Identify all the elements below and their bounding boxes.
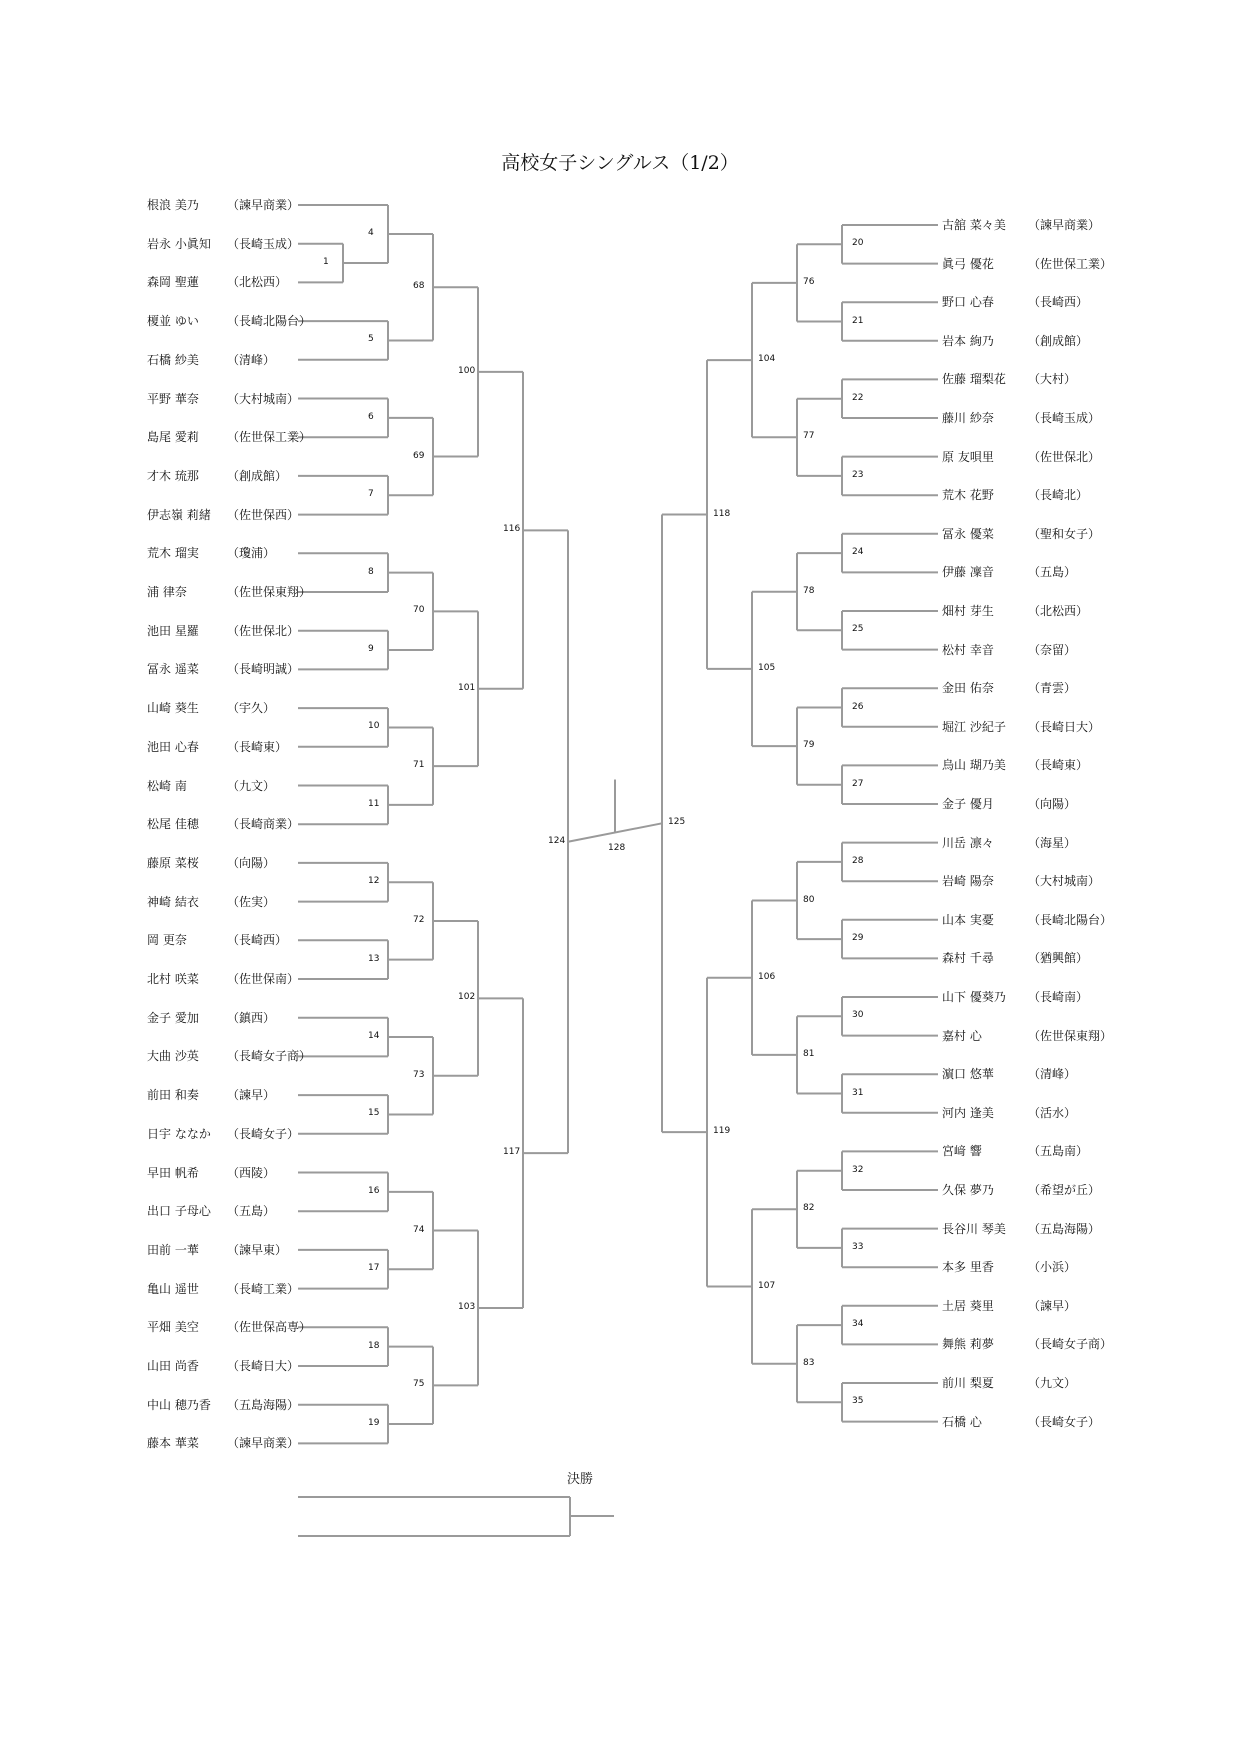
player-entry: [942, 601, 1122, 621]
player-name: 池田 心春: [147, 739, 199, 754]
player-school: （鎮西）: [227, 1010, 276, 1025]
match-number: 128: [608, 842, 626, 853]
player-school: （佐世保北）: [227, 623, 300, 638]
page-title: 高校女子シングルス（1/2）: [501, 152, 739, 174]
player-name: 亀山 遥世: [147, 1281, 199, 1296]
player-name: 佐藤 瑠梨花: [942, 372, 1006, 387]
player-school: （佐世保工業）: [227, 430, 312, 445]
match-number: 78: [803, 585, 815, 596]
player-school: （聖和女子）: [1028, 526, 1101, 541]
player-name: 榎並 ゆい: [147, 314, 199, 329]
player-school: （創成館）: [227, 468, 288, 483]
player-school: （佐世保工業）: [1028, 256, 1113, 271]
player-entry: [942, 1141, 1122, 1161]
match-number: 24: [852, 547, 864, 558]
match-number: 1: [323, 257, 329, 268]
player-school: （長崎西）: [1028, 295, 1089, 310]
player-school: （北松西）: [1028, 604, 1089, 618]
match-number: 21: [852, 315, 864, 326]
match-number: 32: [852, 1164, 864, 1175]
player-name: 松尾 佳穂: [147, 817, 199, 832]
match-number: 100: [458, 365, 476, 376]
match-number: 82: [803, 1203, 815, 1214]
player-school: （長崎女子）: [1028, 1414, 1101, 1429]
player-school: （五島）: [1028, 565, 1077, 580]
player-school: （諫早商業）: [227, 198, 300, 212]
player-entry: [147, 466, 327, 486]
player-name: 舞熊 莉夢: [942, 1337, 994, 1352]
player-entry: [942, 948, 1122, 968]
player-school: （西陵）: [227, 1165, 276, 1180]
player-school: （活水）: [1028, 1105, 1077, 1120]
player-entry: [147, 1201, 327, 1221]
player-school: （長崎玉成）: [227, 236, 300, 251]
player-entry: [942, 794, 1122, 814]
player-entry: [942, 408, 1122, 428]
player-school: （長崎女子）: [227, 1126, 300, 1141]
match-number: 22: [852, 392, 864, 403]
player-entry: [942, 640, 1122, 660]
match-number: 12: [368, 876, 380, 887]
match-number: 72: [413, 914, 425, 925]
player-entry: [147, 814, 327, 834]
player-entry: [942, 871, 1122, 891]
player-entry: [942, 1334, 1122, 1354]
match-number: 30: [852, 1010, 864, 1021]
player-name: 川岳 凛々: [942, 835, 994, 850]
player-school: （長崎工業）: [227, 1281, 300, 1296]
player-name: 金子 愛加: [147, 1010, 199, 1025]
player-school: （佐世保東翔）: [227, 585, 312, 599]
match-number: 101: [458, 682, 476, 693]
player-name: 松村 幸音: [942, 642, 994, 657]
match-number: 6: [368, 411, 374, 422]
player-name: 中山 穂乃香: [147, 1397, 211, 1412]
match-number: 104: [758, 354, 776, 365]
player-entry: [942, 215, 1122, 235]
match-number: 17: [368, 1263, 380, 1274]
match-number: 28: [852, 855, 864, 866]
player-school: （佐実）: [227, 894, 276, 909]
player-name: 冨永 優菜: [942, 526, 994, 541]
player-name: 金田 佑奈: [942, 681, 994, 696]
player-entry: [942, 331, 1122, 351]
player-school: （瓊浦）: [227, 546, 276, 561]
match-number: 81: [803, 1048, 815, 1059]
match-number: 7: [368, 489, 374, 500]
match-number: 79: [803, 740, 815, 751]
player-name: 本多 里香: [942, 1260, 994, 1275]
match-number: 26: [852, 701, 864, 712]
match-number: 117: [503, 1147, 521, 1158]
player-entry: [147, 659, 327, 679]
player-entry: [942, 369, 1122, 389]
player-name: 嘉村 心: [942, 1028, 982, 1043]
player-school: （宇久）: [227, 701, 276, 716]
player-name: 山田 尚香: [147, 1359, 199, 1373]
player-name: 岩本 絢乃: [942, 333, 994, 348]
player-school: （長崎明誠）: [227, 662, 300, 677]
player-name: 山本 実憂: [942, 912, 994, 927]
player-name: 早田 帆希: [147, 1165, 199, 1180]
player-name: 岡 更奈: [147, 933, 187, 948]
player-school: （大村城南）: [227, 391, 300, 406]
match-number: 20: [852, 238, 864, 249]
player-entry: [942, 910, 1122, 930]
match-number: 102: [458, 992, 476, 1003]
match-number: 10: [368, 721, 380, 732]
player-entry: [147, 234, 327, 254]
player-name: 森村 千尋: [942, 951, 994, 966]
player-entry: [147, 389, 327, 409]
match-number: 71: [413, 760, 425, 771]
player-school: （佐世保北）: [1028, 449, 1101, 464]
player-school: （海星）: [1028, 835, 1077, 850]
player-school: （佐世保東翔）: [1028, 1028, 1113, 1043]
match-number: 80: [803, 894, 815, 905]
player-name: 濵口 悠華: [942, 1067, 994, 1082]
player-entry: [147, 853, 327, 873]
player-name: 日宇 ななか: [147, 1126, 211, 1141]
player-school: （諫早）: [1028, 1298, 1077, 1313]
player-name: 前川 梨夏: [942, 1376, 994, 1390]
player-entry: [942, 1103, 1122, 1123]
player-school: （創成館）: [1028, 333, 1089, 348]
match-number: 18: [368, 1340, 380, 1351]
match-number: 13: [368, 953, 380, 964]
player-name: 浦 律奈: [147, 585, 187, 599]
player-entry: [147, 1240, 327, 1260]
player-entry: [147, 1163, 327, 1183]
match-number: 34: [852, 1319, 864, 1330]
player-entry: [147, 1046, 327, 1066]
player-entry: [942, 1296, 1122, 1316]
match-number: 118: [713, 508, 731, 519]
player-school: （長崎南）: [1028, 990, 1089, 1004]
player-name: 前田 和奏: [147, 1088, 199, 1103]
player-entry: [942, 678, 1122, 698]
match-number: 124: [548, 835, 566, 846]
player-entry: [147, 272, 327, 292]
player-school: （長崎東）: [1028, 758, 1089, 773]
player-entry: [942, 717, 1122, 737]
player-entry: [942, 1064, 1122, 1084]
match-number: 76: [803, 276, 815, 287]
player-school: （長崎商業）: [227, 817, 300, 832]
player-name: 森岡 聖蓮: [147, 275, 199, 290]
player-school: （諫早商業）: [227, 1436, 300, 1451]
player-entry: [147, 1008, 327, 1028]
player-entry: [147, 311, 327, 331]
match-number: 29: [852, 933, 864, 944]
player-name: 野口 心春: [942, 295, 994, 310]
player-school: （清峰）: [1028, 1067, 1077, 1082]
player-entry: [942, 1373, 1122, 1393]
match-number: 8: [368, 566, 374, 577]
match-number: 35: [852, 1396, 864, 1407]
player-school: （希望が丘）: [1028, 1183, 1101, 1197]
player-name: 伊志嶺 莉緒: [147, 507, 211, 522]
player-entry: [147, 1356, 327, 1376]
match-number: 74: [413, 1224, 425, 1235]
player-school: （佐世保南）: [227, 972, 300, 986]
player-name: 荒木 瑠実: [147, 546, 199, 561]
player-name: 神崎 結衣: [147, 894, 199, 909]
player-school: （長崎東）: [227, 739, 288, 754]
match-number: 19: [368, 1418, 380, 1429]
player-entry: [942, 1026, 1122, 1046]
player-school: （長崎玉成）: [1028, 411, 1101, 425]
player-school: （奈留）: [1028, 642, 1077, 657]
player-name: 河内 逢美: [942, 1105, 994, 1120]
match-number: 11: [368, 798, 380, 809]
player-entry: [147, 737, 327, 757]
player-entry: [942, 987, 1122, 1007]
player-school: （猶興館）: [1028, 951, 1089, 966]
final-label: 決勝: [566, 1472, 593, 1487]
player-entry: [147, 930, 327, 950]
player-school: （長崎日大）: [227, 1359, 300, 1373]
player-school: （五島）: [227, 1204, 276, 1219]
match-number: 68: [413, 281, 425, 292]
player-school: （諫早東）: [227, 1242, 288, 1257]
player-name: 北村 咲菜: [147, 972, 199, 986]
match-number: 9: [368, 644, 374, 655]
player-entry: [147, 1317, 327, 1337]
player-name: 伊藤 凜音: [942, 565, 994, 580]
player-entry: [147, 698, 327, 718]
player-name: 石橋 紗美: [147, 352, 199, 367]
match-number: 73: [413, 1069, 425, 1080]
match-number: 77: [803, 431, 815, 442]
match-number: 5: [368, 334, 374, 345]
match-number: 16: [368, 1185, 380, 1196]
player-name: 荒木 花野: [942, 488, 994, 503]
match-number: 119: [713, 1126, 731, 1137]
match-number: 107: [758, 1280, 776, 1291]
player-name: 平野 華奈: [147, 391, 199, 406]
player-name: 久保 夢乃: [942, 1183, 994, 1197]
match-number: 70: [413, 605, 425, 616]
player-name: 藤川 紗奈: [942, 411, 994, 425]
match-number: 15: [368, 1108, 380, 1119]
player-entry: [942, 524, 1122, 544]
player-name: 大曲 沙英: [147, 1049, 199, 1064]
match-number: 25: [852, 624, 864, 635]
player-entry: [147, 582, 327, 602]
player-name: 藤原 菜桜: [147, 855, 199, 870]
player-name: 岩崎 陽奈: [942, 874, 994, 889]
player-school: （九文）: [227, 778, 276, 793]
player-entry: [147, 621, 327, 641]
player-school: （佐世保高専）: [227, 1320, 312, 1335]
match-number: 31: [852, 1087, 864, 1098]
player-name: 出口 子母心: [147, 1204, 211, 1219]
player-entry: [147, 969, 327, 989]
player-entry: [147, 195, 327, 215]
player-entry: [147, 350, 327, 370]
match-number: 83: [803, 1357, 815, 1368]
player-name: 眞弓 優花: [942, 256, 994, 271]
player-entry: [147, 543, 327, 563]
match-number: 69: [413, 450, 425, 461]
player-name: 松崎 南: [147, 778, 187, 793]
player-school: （長崎女子商）: [227, 1049, 312, 1064]
player-school: （向陽）: [227, 855, 276, 870]
player-school: （諫早）: [227, 1088, 276, 1103]
player-entry: [942, 1257, 1122, 1277]
player-entry: [942, 292, 1122, 312]
player-entry: [942, 485, 1122, 505]
player-entry: [942, 1219, 1122, 1239]
player-school: （九文）: [1028, 1376, 1077, 1390]
player-entry: [147, 1124, 327, 1144]
player-name: 堀江 沙紀子: [942, 719, 1006, 734]
player-name: 長谷川 琴美: [942, 1221, 1006, 1236]
match-number: 4: [368, 228, 374, 239]
match-number: 33: [852, 1241, 864, 1252]
player-entry: [147, 427, 327, 447]
player-name: 金子 優月: [942, 797, 994, 811]
player-name: 田前 一華: [147, 1242, 199, 1257]
player-name: 土居 葵里: [942, 1298, 994, 1313]
match-number: 106: [758, 971, 776, 982]
player-name: 平畑 美空: [147, 1320, 199, 1335]
player-school: （佐世保西）: [227, 507, 300, 522]
player-entry: [147, 1433, 327, 1453]
player-name: 岩永 小眞知: [147, 236, 211, 251]
player-name: 冨永 遥菜: [147, 662, 199, 677]
player-name: 島尾 愛莉: [147, 430, 199, 445]
match-number: 103: [458, 1301, 476, 1312]
match-number: 125: [668, 817, 686, 828]
player-school: （小浜）: [1028, 1260, 1077, 1275]
match-number: 116: [503, 524, 521, 535]
player-school: （長崎女子商）: [1028, 1337, 1113, 1352]
player-school: （長崎日大）: [1028, 719, 1101, 734]
player-school: （五島南）: [1028, 1144, 1089, 1159]
player-school: （大村城南）: [1028, 874, 1101, 889]
player-name: 宮﨑 響: [942, 1144, 982, 1159]
player-entry: [147, 1395, 327, 1415]
player-school: （長崎北陽台）: [1028, 912, 1113, 927]
match-number: 27: [852, 778, 864, 789]
player-entry: [147, 1279, 327, 1299]
player-entry: [942, 1412, 1122, 1432]
player-school: （青雲）: [1028, 681, 1077, 696]
player-entry: [147, 892, 327, 912]
player-name: 才木 琉那: [147, 468, 199, 483]
player-name: 山崎 葵生: [147, 701, 199, 716]
player-name: 根浪 美乃: [147, 198, 199, 212]
player-school: （清峰）: [227, 352, 276, 367]
player-school: （長崎北陽台）: [227, 314, 312, 329]
player-entry: [942, 562, 1122, 582]
player-entry: [147, 1085, 327, 1105]
player-name: 藤本 華菜: [147, 1436, 199, 1451]
player-entry: [942, 1180, 1122, 1200]
player-name: 畑村 芽生: [942, 604, 994, 618]
player-school: （諫早商業）: [1028, 218, 1101, 232]
player-entry: [147, 505, 327, 525]
player-name: 池田 星羅: [147, 623, 199, 638]
player-name: 烏山 瑚乃美: [942, 758, 1006, 773]
player-entry: [942, 447, 1122, 467]
match-number: 75: [413, 1379, 425, 1390]
player-entry: [147, 776, 327, 796]
match-number: 105: [758, 662, 776, 673]
player-school: （長崎北）: [1028, 488, 1089, 503]
player-name: 山下 優葵乃: [942, 990, 1006, 1004]
player-school: （大村）: [1028, 372, 1077, 387]
player-school: （向陽）: [1028, 797, 1077, 811]
match-number: 23: [852, 469, 864, 480]
player-name: 石橋 心: [942, 1414, 982, 1429]
player-entry: [942, 254, 1122, 274]
player-name: 原 友唄里: [942, 449, 994, 464]
match-number: 14: [368, 1031, 380, 1042]
player-name: 古舘 菜々美: [942, 218, 1006, 232]
player-school: （五島海陽）: [227, 1397, 300, 1412]
player-school: （五島海陽）: [1028, 1221, 1101, 1236]
player-school: （北松西）: [227, 275, 288, 290]
player-entry: [942, 833, 1122, 853]
player-entry: [942, 755, 1122, 775]
player-school: （長崎西）: [227, 933, 288, 948]
